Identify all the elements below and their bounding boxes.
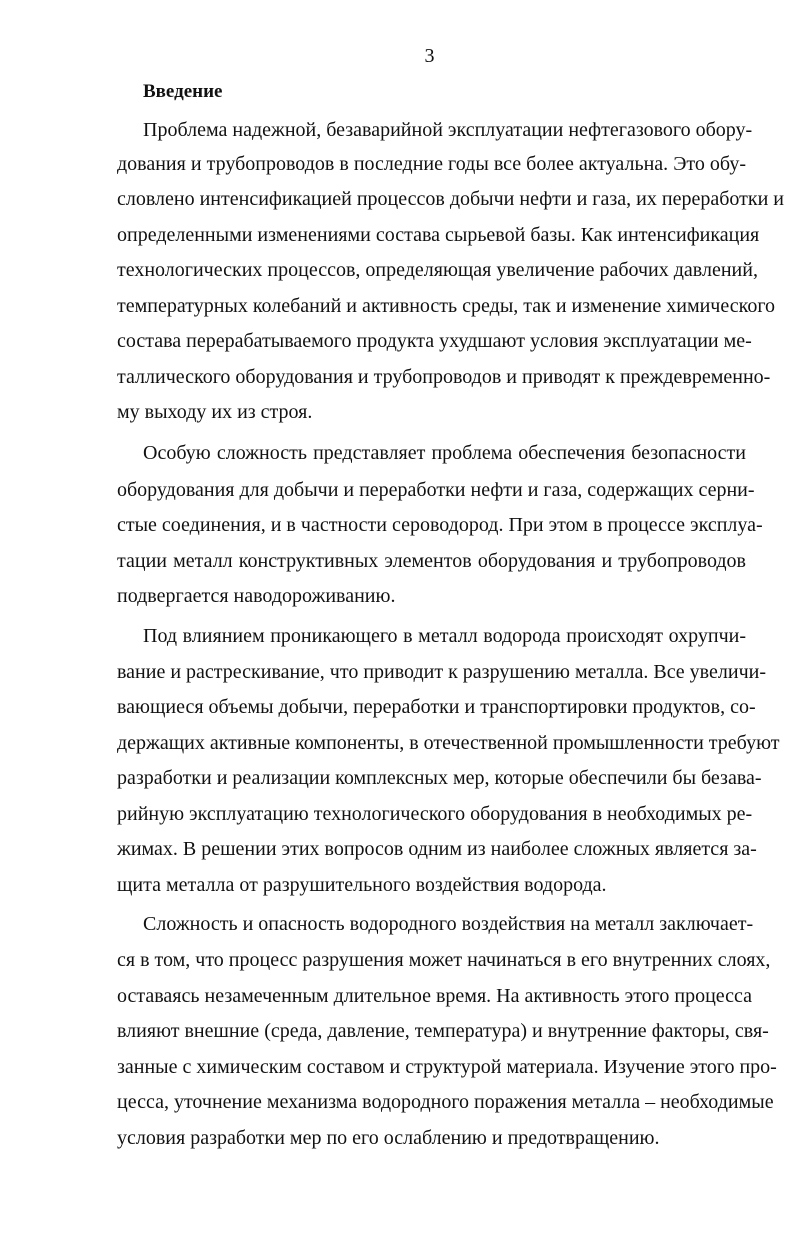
text-line: Проблема надежной, безаварийной эксплуатации нефтегазового обору- [143,119,753,141]
text-line: Под влиянием проникающего в металл водорода происходят охрупчи- [143,625,746,647]
text-line: Особую сложность представляет проблема обеспечения безопасности [143,442,746,464]
text-line: тации металл конструктивных элементов оборудования и трубопроводов [117,550,746,572]
text-line: ся в том, что процесс разрушения может начинаться в его внутренних слоях, [117,949,771,971]
text-line: условия разработки мер по его ослаблению и предотвращению. [117,1127,660,1149]
text-line: щита металла от разрушительного воздействия водорода. [117,874,607,896]
text-line: температурных колебаний и активность среды, так и изменение химического [117,295,776,317]
text-line: занные с химическим составом и структурой материала. Изучение этого про- [117,1056,777,1078]
section-heading: Введение [143,81,223,102]
text-line: определенными изменениями состава сырьевой базы. Как интенсификация [117,224,760,246]
text-line: подвергается наводороживанию. [117,585,396,607]
text-line: разработки и реализации комплексных мер, которые обеспечили бы безава- [117,767,762,789]
text-line: му выходу их из строя. [117,401,313,423]
text-line: жимах. В решении этих вопросов одним из наиболее сложных является за- [117,838,757,860]
text-line: таллического оборудования и трубопроводов и приводят к преждевременно- [117,366,771,388]
text-line: дования и трубопроводов в последние годы все более актуальна. Это обу- [117,153,746,175]
text-line: вание и растрескивание, что приводит к разрушению металла. Все увеличи- [117,661,766,683]
text-line: технологических процессов, определяющая увеличение рабочих давлений, [117,259,758,281]
text-line: состава перерабатываемого продукта ухудшают условия эксплуатации ме- [117,330,752,352]
text-line: словлено интенсификацией процессов добычи нефти и газа, их переработки и [117,188,784,210]
text-line: держащих активные компоненты, в отечественной промышленности требуют [117,732,780,754]
text-line: цесса, уточнение механизма водородного поражения металла – необходимые [117,1091,774,1113]
text-line: оборудования для добычи и переработки нефти и газа, содержащих серни- [117,479,755,501]
text-line: стые соединения, и в частности сероводород. При этом в процессе эксплуа- [117,514,763,536]
text-line: Сложность и опасность водородного воздействия на металл заключает- [143,913,754,935]
text-line: оставаясь незамеченным длительное время. На активность этого процесса [117,985,753,1007]
text-line: рийную эксплуатацию технологического оборудования в необходимых ре- [117,803,753,825]
text-line: вающиеся объемы добычи, переработки и транспортировки продуктов, со- [117,696,756,718]
text-line: влияют внешние (среда, давление, температура) и внутренние факторы, свя- [117,1020,769,1042]
page-number: 3 [424,45,435,67]
